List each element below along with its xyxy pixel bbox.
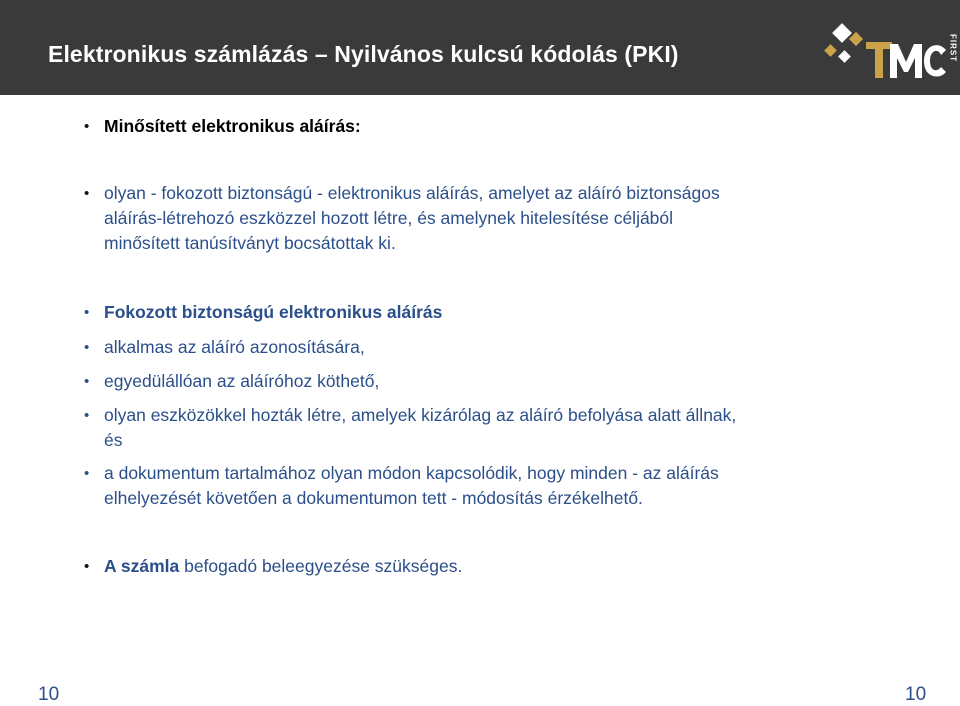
list-item [84, 335, 904, 360]
item-line: és [104, 430, 123, 450]
list-item [84, 554, 904, 579]
item-text: alkalmas az aláíró azonosítására, [104, 337, 365, 357]
page-number-right: 10 [905, 684, 927, 705]
bullet: • [84, 339, 90, 356]
bullet: • [84, 373, 90, 390]
item-line: aláírás-létrehozó eszközzel hozott létre, és amelynek hitelesítése céljából [104, 208, 674, 228]
page-number-left: 10 [38, 684, 60, 705]
list-item [84, 403, 904, 453]
slide-title: Elektronikus számlázás – Nyilvános kulcsú kódolás (PKI) [48, 41, 679, 67]
list-item [84, 181, 904, 256]
item-line: olyan eszközökkel hozták létre, amelyek kizárólag az aláíró befolyása alatt állnak, [104, 405, 737, 425]
item-text: befogadó beleegyezése szükséges. [179, 556, 463, 576]
item-line: minősített tanúsítványt bocsátottak ki. [104, 233, 396, 253]
bullet: • [84, 558, 90, 575]
item-line: olyan - fokozott biztonságú - elektronikus aláírás, amelyet az aláíró biztonságos [104, 183, 720, 203]
bullet: • [84, 465, 90, 482]
bullet: • [84, 185, 90, 202]
bullet: • [84, 118, 90, 135]
item-text: Fokozott biztonságú elektronikus aláírás [104, 302, 443, 322]
item-line: a dokumentum tartalmához olyan módon kapcsolódik, hogy minden - az aláírás [104, 463, 719, 483]
list-item [84, 461, 904, 511]
item-bold-text: A számla [104, 556, 180, 576]
logo-subtitle: FIRST [948, 34, 958, 63]
bullet: • [84, 407, 90, 424]
item-text: Minősített elektronikus aláírás: [104, 116, 361, 136]
list-item [84, 114, 904, 139]
bullet: • [84, 304, 90, 321]
list-item [84, 300, 904, 325]
item-text: egyedülállóan az aláíróhoz köthető, [104, 371, 380, 391]
item-line: elhelyezését követően a dokumentumon tett - módosítás érzékelhető. [104, 488, 643, 508]
list-item [84, 369, 904, 394]
